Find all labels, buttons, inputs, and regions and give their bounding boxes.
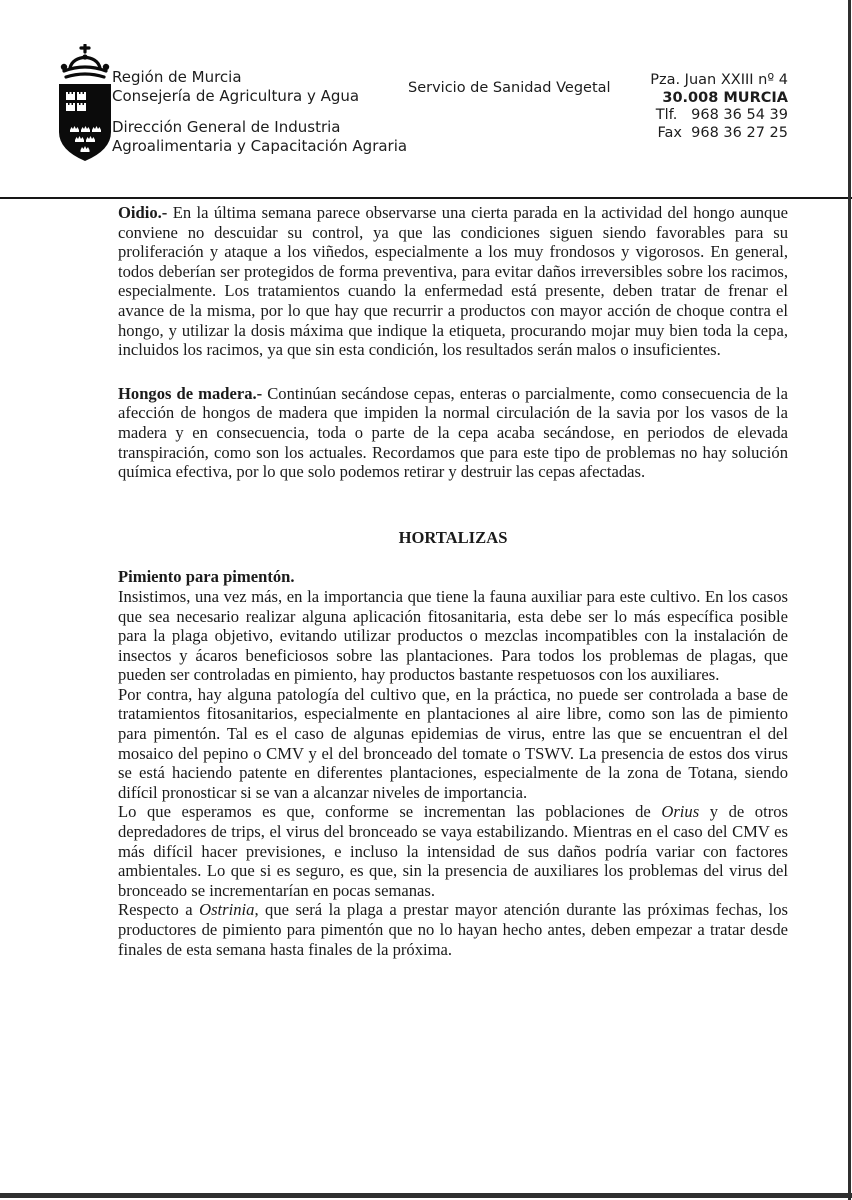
paragraph-orius-text1: Lo que esperamos es que, conforme se incrementan las poblaciones de — [118, 802, 662, 822]
address-street: Pza. Juan XXIII nº 4 — [650, 72, 788, 88]
paragraph-oidio-lead: Oidio.- — [118, 203, 168, 222]
paragraph-hongos-text: Continúan secándose cepas, enteras o parcialmente, como consecuencia de la afección de hongos de madera que impiden la normal circulación de la savia por los vasos de la madera y en consecuencia, toda o parte de la cepa acaba secándose, en periodos de elevada transpiración, como son los actuales. Recordamos que para este tipo de problemas no hay solución química efectiva, por lo que solo podemos retirar y destruir las cepas afectadas. — [118, 383, 788, 482]
paragraph-orius-text2: y de otros depredadores de trips, el virus del bronceado se vaya estabilizando. Mientras en el caso del CMV es más difícil hacer previsiones, e incluso la intensidad de sus daños podría variar con factores ambientales. Lo que si es seguro, es que, sin la presencia de auxiliares los problemas del virus del bronceado se incrementarían en pocas semanas. — [118, 802, 788, 900]
org-region: Región de Murcia — [112, 68, 242, 86]
paragraph-hongos-madera — [118, 384, 788, 482]
paragraph-ostrinia-text1: Respecto a — [118, 900, 200, 920]
murcia-coat-of-arms-icon — [57, 44, 113, 162]
paragraph-ostrinia — [118, 900, 788, 959]
paragraph-orius — [118, 802, 788, 900]
service-name: Servicio de Sanidad Vegetal — [408, 80, 611, 96]
org-direccion: Dirección General de Industria — [112, 118, 341, 136]
org-agroalimentaria: Agroalimentaria y Capacitación Agraria — [112, 136, 408, 155]
org-consejeria: Consejería de Agricultura y Agua — [112, 86, 360, 105]
paragraph-insistimos: Insistimos, una vez más, en la importancia que tiene la fauna auxiliar para este cultivo. En los casos que sea necesario realizar alguna aplicación fitosanitaria, esta debe ser lo más específica posible para la plaga objetivo, evitando utilizar productos o mezclas incompatibles con la instalación de insectos y ácaros beneficiosos sobre las plantaciones. Para todos los problemas de plagas, que pueden ser controladas en pimiento, hay productos bastante respetuosos con los auxiliares. — [118, 586, 788, 685]
subsection-title-pimiento: Pimiento para pimentón. — [118, 567, 295, 587]
orius-italic: Orius — [661, 802, 700, 822]
paragraph-oidio-text: En la última semana parece observarse una cierta parada en la actividad del hongo aunque conviene no descuidar su control, ya que las condiciones siguen siendo favorables para su proliferación y ataque a los viñedos, especialmente a los muy frondosos y vigorosos. En general, todos deberían ser protegidos de forma preventiva, para evitar daños irreversibles sobre los racimos, especialmente. Los tratamientos cuando la enfermedad está presente, deben tratar de frenar el avance de la misma, por lo que hay que recurrir a productos con mayor acción de choque contra el hongo, y utilizar la dosis máxima que indique la etiqueta, procurando mojar muy bien toda la cepa, incluidos los racimos, ya que sin esta condición, los resultados serán malos o insuficientes. — [118, 203, 788, 360]
paragraph-hongos-lead: Hongos de madera.- — [118, 383, 263, 403]
document-body — [118, 203, 788, 959]
scan-edge-bottom — [0, 1193, 852, 1198]
organization-block — [112, 68, 407, 155]
letterhead — [0, 0, 852, 197]
paragraph-ostrinia-text2: , que será la plaga a prestar mayor atención durante las próximas fechas, los productores de pimiento para pimentón que no lo hayan hecho antes, deben empezar a tratar desde finales de esta semana hasta finales de la próxima. — [118, 900, 788, 959]
address-block — [650, 72, 788, 142]
address-fax: Fax 968 36 27 25 — [657, 124, 788, 141]
scan-edge-right — [848, 0, 851, 1200]
paragraph-oidio — [118, 203, 788, 360]
paragraph-por-contra: Por contra, hay alguna patología del cultivo que, en la práctica, no puede ser controlada a base de tratamientos fitosanitarios, especialmente en plantaciones al aire libre, como son las de pimiento para pimentón. Tal es el caso de algunas epidemias de virus, entre las que se encuentran el del mosaico del pepino o CMV y el del bronceado del tomate o TSWV. La presencia de estos dos virus se está haciendo patente en diferentes plantaciones, especialmente de la zona de Totana, siendo difícil pronosticar si se van a alcanzar niveles de importancia. — [118, 684, 788, 802]
address-phone: Tlf. 968 36 54 39 — [655, 107, 788, 123]
address-city: 30.008 MURCIA — [662, 89, 788, 106]
section-title-hortalizas: HORTALIZAS — [398, 527, 508, 547]
ostrinia-italic: Ostrinia — [199, 900, 255, 920]
header-divider — [0, 197, 852, 199]
